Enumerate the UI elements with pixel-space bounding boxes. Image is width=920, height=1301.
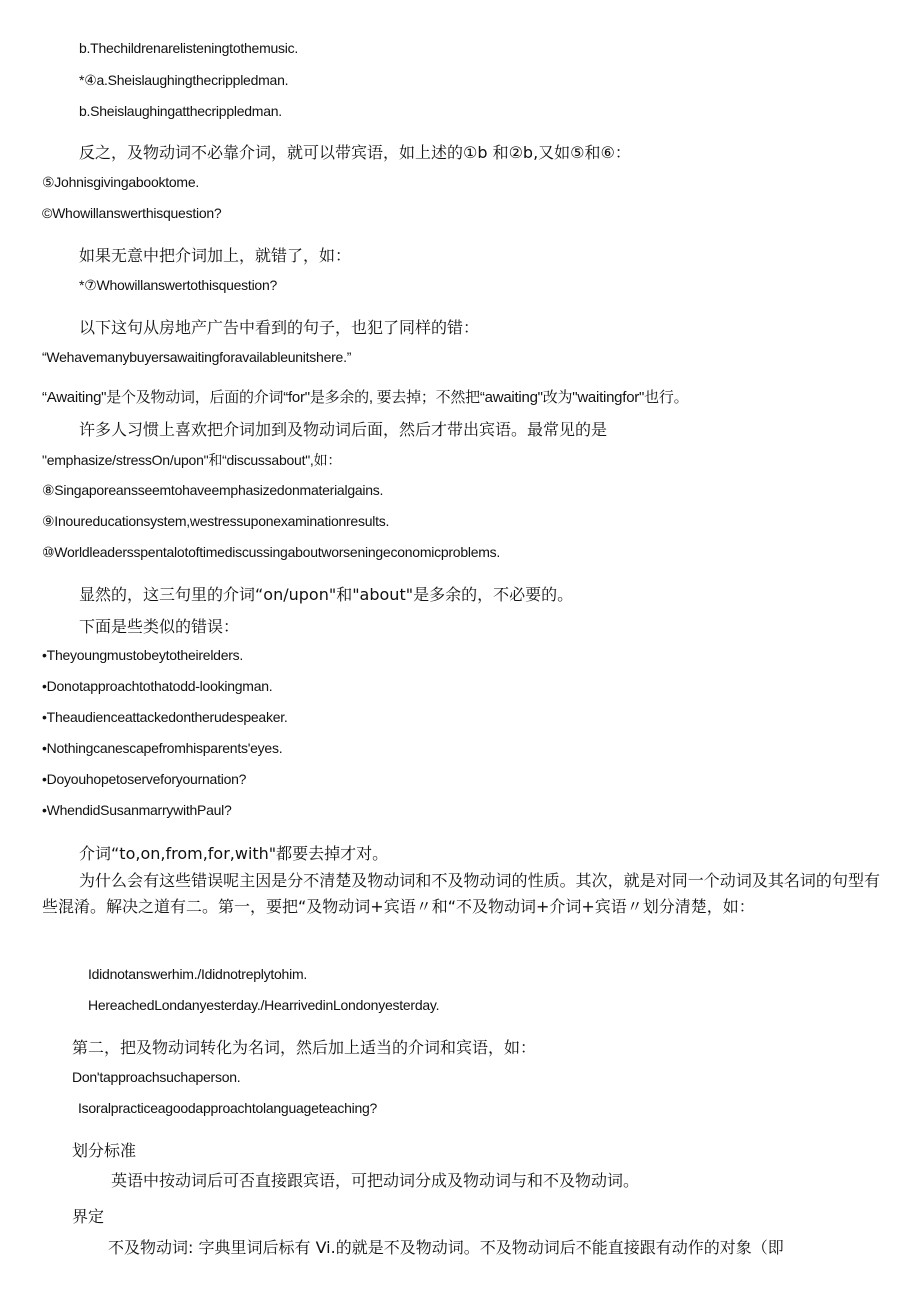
text-line: “Awaiting"是个及物动词，后面的介词“for"是多余的, 要去掉；不然把“awaiting"改为"waitingfor"也行。: [42, 389, 689, 406]
text-line: HereachedLondanyesterday./HearrivedinLondonyesterday.: [88, 997, 440, 1013]
text-line: •Doyouhopetoserveforyournation?: [42, 771, 247, 787]
text-line: •Donotapproachtothatodd-lookingman.: [42, 678, 273, 694]
text-line: ⑩Worldleadersspentalotoftimediscussingaboutworseningeconomicproblems.: [42, 544, 501, 560]
text-line: Isoralpracticeagoodapproachtolanguageteaching?: [78, 1100, 378, 1116]
text-line: 如果无意中把介词加上，就错了，如：: [79, 246, 352, 265]
section-heading: 界定: [72, 1207, 105, 1226]
text-line: •WhendidSusanmarrywithPaul?: [42, 802, 232, 818]
paragraph: 为什么会有这些错误呢主因是分不清楚及物动词和不及物动词的性质。其次，就是对同一个动词及其名词的句型有些混淆。解决之道有二。第一，要把“及物动词+宾语〃和“不及物动词+介词+宾语〃划分清楚，如：: [42, 871, 880, 916]
text-line: 介词“to,on,from,for,with"都要去掉才对。: [79, 844, 389, 863]
text-line: Ididnotanswerhim./Ididnotreplytohim.: [88, 966, 308, 982]
text-line: 反之，及物动词不必靠介词，就可以带宾语，如上述的①b 和②b,又如⑤和⑥：: [79, 143, 631, 162]
text-line: b.Thechildrenarelisteningtothemusic.: [79, 40, 299, 56]
text-line: 英语中按动词后可否直接跟宾语，可把动词分成及物动词与和不及物动词。: [111, 1171, 640, 1190]
text-line: *⑦Whowillanswertothisquestion?: [79, 277, 278, 293]
text-line: 显然的，这三句里的介词“on/upon"和"about"是多余的，不必要的。: [79, 585, 574, 604]
text-line: 以下这句从房地产广告中看到的句子，也犯了同样的错：: [79, 318, 480, 337]
text-line: 下面是些类似的错误：: [79, 617, 240, 636]
text-line: •Nothingcanescapefromhisparents'eyes.: [42, 740, 283, 756]
section-heading: 划分标准: [72, 1141, 137, 1160]
text-line: 不及物动词: 字典里词后标有 Vi.的就是不及物动词。不及物动词后不能直接跟有动作的对象（即: [108, 1238, 784, 1257]
text-line: •Theyoungmustobeytotheirelders.: [42, 647, 244, 663]
text-line: ⑨Inoureducationsystem,westressuponexaminationresults.: [42, 513, 390, 529]
text-line: “Wehavemanybuyersawaitingforavailableunitshere.”: [42, 349, 352, 365]
text-line: ⑤Johnisgivingabooktome.: [42, 174, 200, 190]
text-line: "emphasize/stressOn/upon"和“discussabout",如：: [42, 452, 342, 468]
text-line: •Theaudienceattackedontherudespeaker.: [42, 709, 288, 725]
text-line: b.Sheislaughingatthecrippledman.: [79, 103, 282, 119]
text-line: ©Whowillanswerthisquestion?: [42, 205, 222, 221]
text-line: 许多人习惯上喜欢把介词加到及物动词后面，然后才带出宾语。最常见的是: [79, 420, 608, 439]
text-line: 第二，把及物动词转化为名词，然后加上适当的介词和宾语，如：: [72, 1038, 537, 1057]
text-line: ⑧Singaporeansseemtohaveemphasizedonmaterialgains.: [42, 482, 384, 498]
text-line: *④a.Sheislaughingthecrippledman.: [79, 72, 289, 88]
text-line: Don'tapproachsuchaperson.: [72, 1069, 241, 1085]
